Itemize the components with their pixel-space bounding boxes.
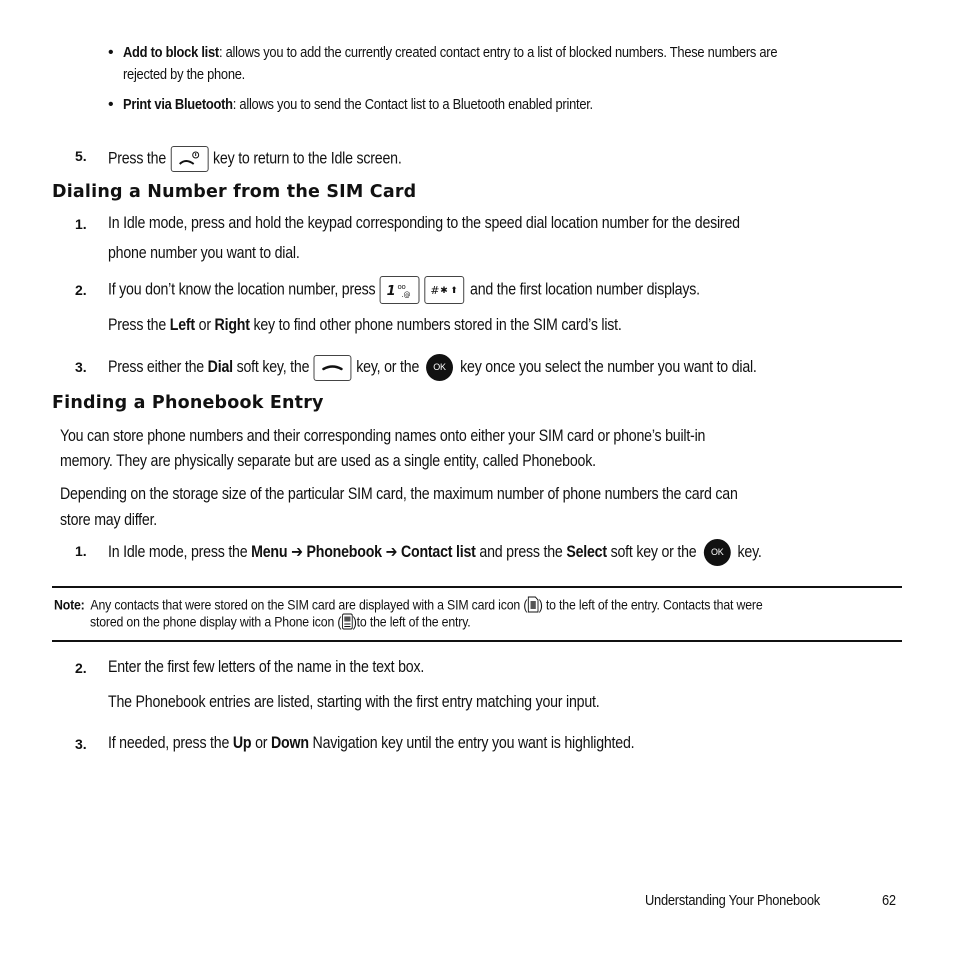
up-key-label: Up [232,734,252,752]
menu-label: Menu [251,542,288,561]
key-hash-icon [424,276,464,304]
finding-step-3-text [108,734,634,753]
note-text: Any contacts that were stored on the SIM card are displayed with a SIM card icon ( [90,596,528,613]
ok-key-icon: OK [426,354,453,381]
step-number: 3. [75,736,87,752]
phone-icon [341,613,352,633]
step-text: Press either the [108,357,204,376]
contact-list-label: Contact list [400,542,476,561]
step-text: Navigation key until the entry you want is highlighted. [312,734,635,752]
step-5-text [108,146,402,172]
step-text: key once you select the number you want to dial. [460,357,757,376]
note-text: ) to the left of the entry. Contacts that were [538,596,763,613]
svg-text:.@: .@ [401,290,411,300]
svg-text:#: # [429,283,439,298]
step-text: key. [737,542,762,561]
step-number: 1. [75,216,87,232]
step-text: If you don’t know the location number, press [108,280,376,299]
step-number: 3. [75,359,87,375]
arrow-icon: ➔ [385,542,398,561]
step-text: and press the [479,542,563,561]
finding-step-2-text: Enter the first few letters of the name in the text box. [108,658,425,676]
step-number: 2. [75,660,87,676]
para-2-line1: Depending on the storage size of the particular SIM card, the maximum number of phone numbers the card can [60,485,738,503]
svg-text:✱: ✱ [439,285,448,297]
finding-step-1-text [108,539,762,566]
step-text: If needed, press the [108,734,230,752]
step-1-line2: phone number you want to dial. [108,244,300,262]
bullet-text: : allows you to send the Contact list to a Bluetooth enabled printer. [232,96,593,113]
step-text: key to find other phone numbers stored in the SIM card’s list. [253,316,622,334]
note-top-rule [52,586,902,588]
svg-text:⬆: ⬆ [449,285,458,297]
step-number: 1. [75,543,87,559]
svg-text:oo: oo [397,282,406,292]
page-number: 62 [882,892,896,909]
step-number: 5. [75,148,87,164]
step-text: soft key, the [236,357,310,376]
note-bottom-rule [52,640,902,642]
bullet-term: Add to block list [123,44,219,61]
step-number: 2. [75,282,87,298]
footer-title: Understanding Your Phonebook [645,892,820,909]
step-text: Press the [108,316,167,334]
note-text: )to the left of the entry. [352,613,471,630]
bullet-text-continued: rejected by the phone. [123,66,245,83]
dial-label: Dial [207,357,233,376]
section-heading-finding: Finding a Phonebook Entry [52,393,324,413]
bullet-dot: • [108,44,114,61]
para-1-line2: memory. They are physically separate but are used as a single entity, called Phonebook. [60,452,596,470]
step-text: key, or the [356,357,420,376]
select-label: Select [566,542,607,561]
bullet-dot: • [108,96,114,113]
step-text: or [198,316,211,334]
bullet-text: : allows you to add the currently created contact entry to a list of blocked numbers. These numbers are [218,44,778,61]
step-3-text [108,354,757,381]
send-key-icon [314,355,352,381]
key-1-icon [380,276,420,304]
bullet-term: Print via Bluetooth [123,96,233,113]
step-text: and the first location number displays. [470,280,700,299]
step-text: key to return to the Idle screen. [213,149,402,168]
down-key-label: Down [271,734,309,752]
right-key-label: Right [214,316,250,334]
end-key-icon [171,146,209,172]
step-text: Press the [108,149,167,168]
left-key-label: Left [169,316,195,334]
section-heading-dialing: Dialing a Number from the SIM Card [52,182,417,202]
bullet-add-to-block-list [123,44,777,61]
sim-card-icon [527,596,538,616]
step-text: or [255,734,268,752]
para-1-line1: You can store phone numbers and their corresponding names onto either your SIM card or phone’s built-in [60,427,706,445]
arrow-icon: ➔ [291,542,303,561]
step-text: soft key or the [610,542,697,561]
phonebook-label: Phonebook [306,542,382,561]
finding-step-2-sub: The Phonebook entries are listed, starting with the first entry matching your input. [108,693,600,711]
step-2-text [108,276,700,304]
para-2-line2: store may differ. [60,511,158,529]
step-2-sub [108,316,622,335]
note-line2 [90,613,471,633]
note-text: stored on the phone display with a Phone icon ( [90,613,342,630]
step-text: In Idle mode, press the [108,542,248,561]
step-1-line1: In Idle mode, press and hold the keypad corresponding to the speed dial location number for the desired [108,214,740,232]
note-label: Note: [54,596,85,613]
bullet-print-via-bluetooth [123,96,593,113]
ok-key-icon: OK [704,539,731,566]
svg-text:1: 1 [386,283,396,300]
